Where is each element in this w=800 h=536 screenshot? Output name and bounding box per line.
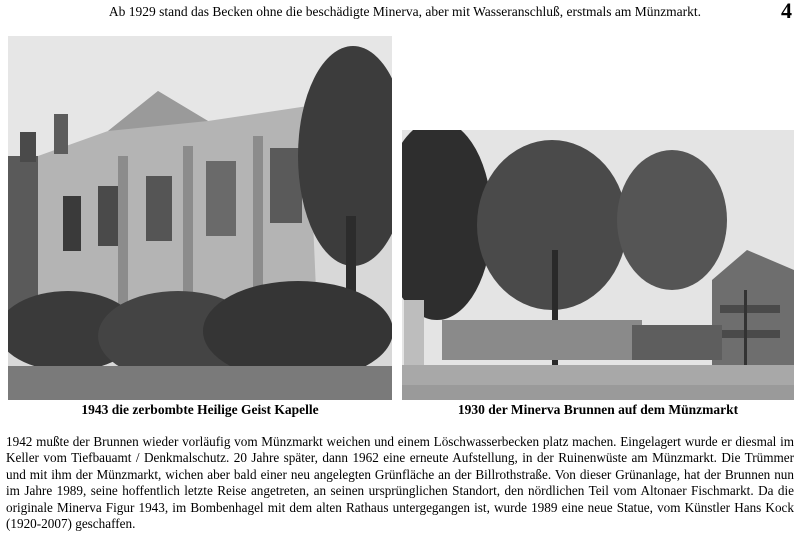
body-paragraph: 1942 mußte der Brunnen wieder vorläufig vom Münzmarkt weichen und einem Löschwasserbecken platz machen. Eingelagert wurde er diesmal im Keller vom Tiefbauamt / Denkmalschutz. 20 Jahre später, dann 1962 eine erneute Aufstellung, in der Ruinenwüste am Münzmarkt. Die Trümmer und mit ihm der Münzmarkt, wichen aber bald einer neu angelegten Grünfläche an der Billrothstraße. Von dieser Grünanlage, hat der Brunnen nun im Jahre 1989, seine hoffentlich letzte Reise angetreten, an seinen ursprünglichen Standort, den nördlichen Teil vom Altonaer Fischmarkt. Da die originale Minerva Figur 1943, im Bombenhagel mit dem alten Rathaus untergegangen ist, wurde 1989 eine neue Statue, vom Künstler Hans Kock (1920-2007) geschaffen. <box>6 434 794 532</box>
photo-muenzmarkt-1930 <box>402 130 794 400</box>
page-header-text: Ab 1929 stand das Becken ohne die beschädigte Minerva, aber mit Wasseranschluß, erstmals am Münzmarkt. <box>108 4 702 19</box>
caption-right-photo: 1930 der Minerva Brunnen auf dem Münzmarkt <box>457 402 739 417</box>
page-number: 4 <box>781 0 792 23</box>
photo-bombed-chapel <box>8 36 392 400</box>
caption-left-photo: 1943 die zerbombte Heilige Geist Kapelle <box>81 402 319 417</box>
